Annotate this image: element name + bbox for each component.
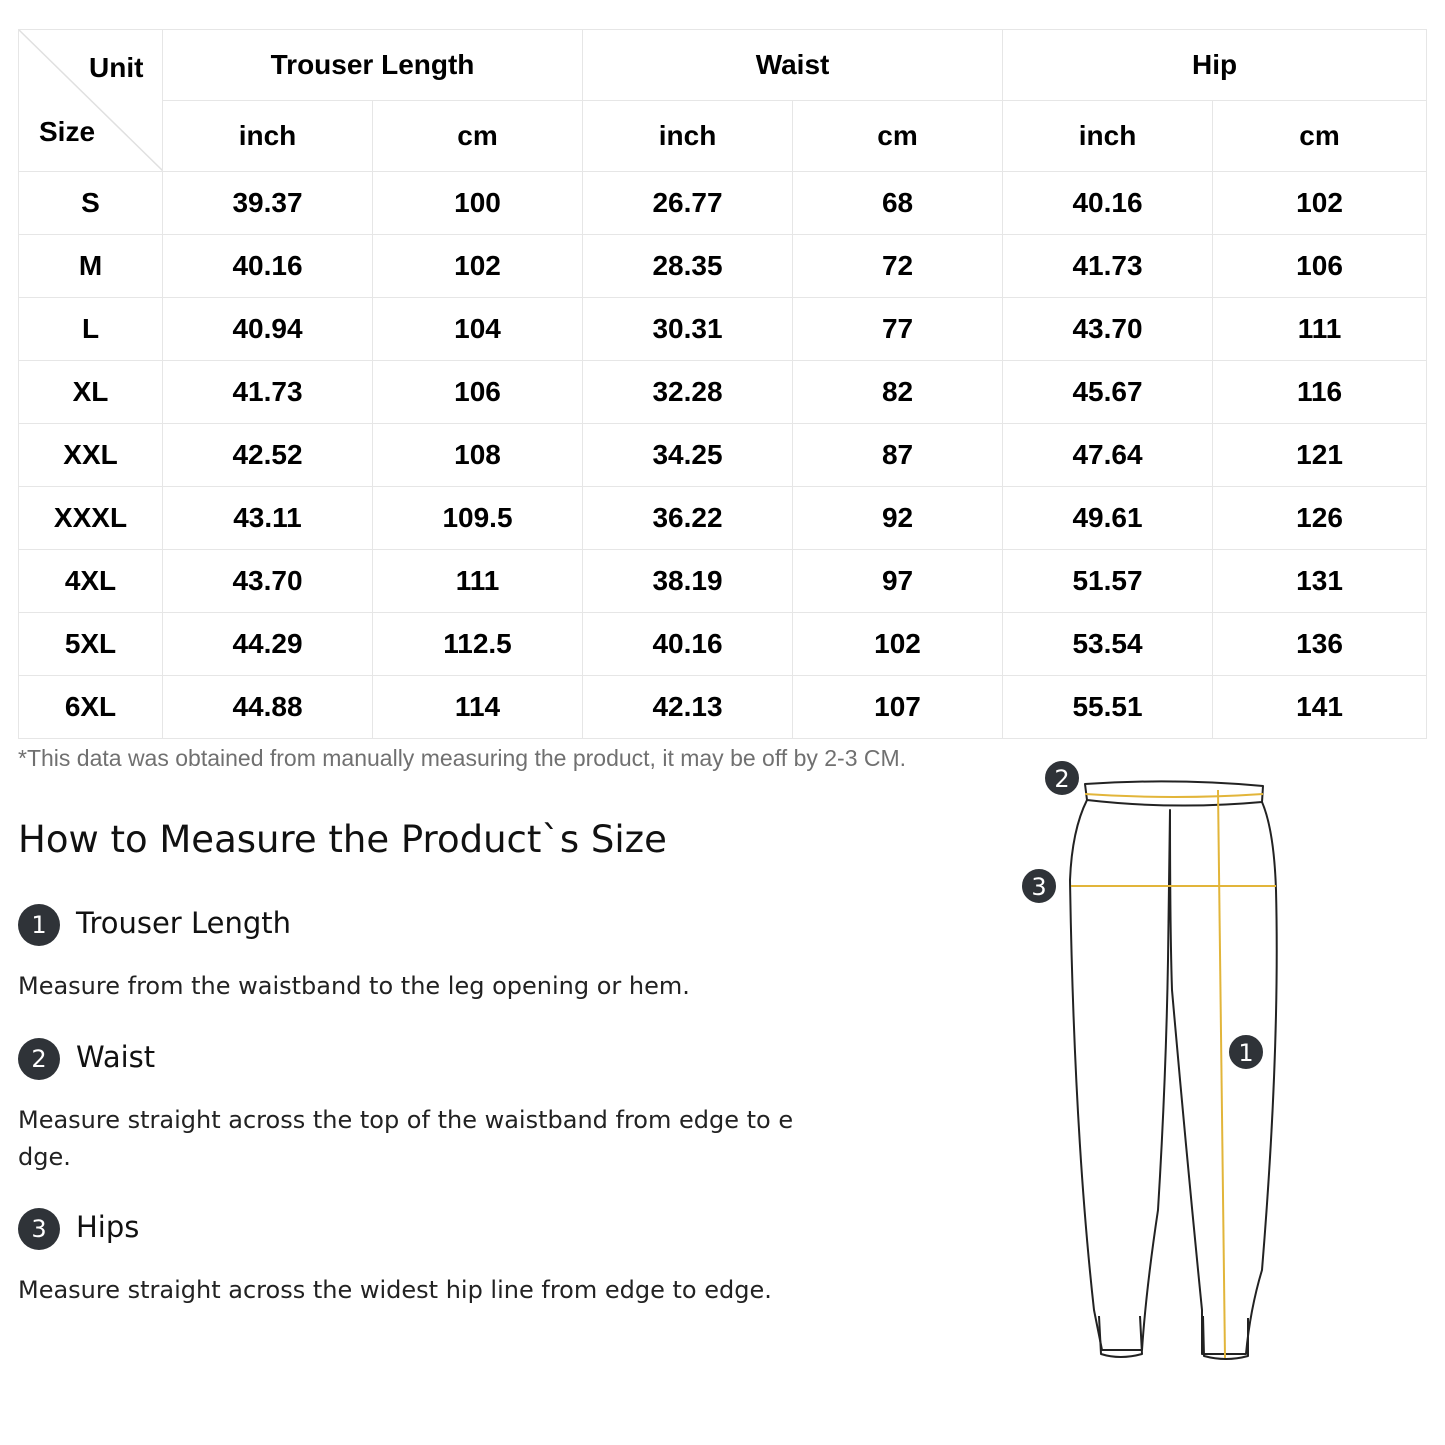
table-row — [19, 676, 1427, 739]
size-chart-table — [18, 29, 1427, 739]
value-cell: 41.73 — [163, 361, 373, 424]
value-cell: 40.94 — [163, 298, 373, 361]
svg-text:2: 2 — [1054, 765, 1070, 793]
table-body — [19, 172, 1427, 739]
value-cell: 42.13 — [583, 676, 793, 739]
value-cell: 136 — [1213, 613, 1427, 676]
value-cell: 40.16 — [1003, 172, 1213, 235]
step-number-badge: 2 — [18, 1038, 60, 1080]
step-description: Measure straight across the top of the waistband from edge to edge. — [18, 1106, 794, 1171]
value-cell: 43.70 — [163, 550, 373, 613]
value-cell: 51.57 — [1003, 550, 1213, 613]
step-description: Measure straight across the widest hip line from edge to edge. — [18, 1276, 772, 1304]
value-cell: 131 — [1213, 550, 1427, 613]
marker-length — [1228, 1034, 1264, 1070]
size-cell: 6XL — [19, 676, 163, 739]
corner-cell — [19, 30, 163, 172]
value-cell: 111 — [373, 550, 583, 613]
unit-header: cm — [1213, 101, 1427, 172]
value-cell: 34.25 — [583, 424, 793, 487]
value-cell: 87 — [793, 424, 1003, 487]
trousers-outline-icon — [1010, 750, 1300, 1370]
value-cell: 107 — [793, 676, 1003, 739]
corner-unit-label: Unit — [89, 52, 144, 83]
value-cell: 108 — [373, 424, 583, 487]
value-cell: 126 — [1213, 487, 1427, 550]
step-number-badge: 3 — [18, 1208, 60, 1250]
value-cell: 43.70 — [1003, 298, 1213, 361]
group-header-hip: Hip — [1003, 30, 1427, 101]
value-cell: 104 — [373, 298, 583, 361]
value-cell: 111 — [1213, 298, 1427, 361]
value-cell: 40.16 — [163, 235, 373, 298]
value-cell: 114 — [373, 676, 583, 739]
value-cell: 42.52 — [163, 424, 373, 487]
size-cell: XL — [19, 361, 163, 424]
value-cell: 102 — [1213, 172, 1427, 235]
step-title: Waist — [76, 1040, 156, 1074]
size-cell: 5XL — [19, 613, 163, 676]
value-cell: 55.51 — [1003, 676, 1213, 739]
value-cell: 26.77 — [583, 172, 793, 235]
size-cell: M — [19, 235, 163, 298]
table-row — [19, 235, 1427, 298]
table-row — [19, 424, 1427, 487]
unit-header: inch — [583, 101, 793, 172]
size-cell: 4XL — [19, 550, 163, 613]
unit-header: inch — [163, 101, 373, 172]
corner-size-label: Size — [39, 116, 96, 147]
value-cell: 97 — [793, 550, 1003, 613]
value-cell: 77 — [793, 298, 1003, 361]
value-cell: 32.28 — [583, 361, 793, 424]
value-cell: 116 — [1213, 361, 1427, 424]
value-cell: 102 — [793, 613, 1003, 676]
guide-title: How to Measure the Product`s Size — [18, 818, 667, 861]
value-cell: 45.67 — [1003, 361, 1213, 424]
trouser-outline — [1070, 800, 1277, 1354]
value-cell: 92 — [793, 487, 1003, 550]
step-title: Trouser Length — [76, 906, 291, 940]
table-row — [19, 613, 1427, 676]
waist-measure-line — [1085, 794, 1263, 797]
value-cell: 43.11 — [163, 487, 373, 550]
value-cell: 40.16 — [583, 613, 793, 676]
step-number-badge: 1 — [18, 904, 60, 946]
step-description: Measure from the waistband to the leg opening or hem. — [18, 972, 690, 1000]
table-row — [19, 172, 1427, 235]
header-row-groups — [19, 30, 1427, 101]
unit-header: inch — [1003, 101, 1213, 172]
value-cell: 109.5 — [373, 487, 583, 550]
group-header-trouser-length: Trouser Length — [163, 30, 583, 101]
unit-header: cm — [373, 101, 583, 172]
value-cell: 41.73 — [1003, 235, 1213, 298]
value-cell: 53.54 — [1003, 613, 1213, 676]
value-cell: 28.35 — [583, 235, 793, 298]
group-header-waist: Waist — [583, 30, 1003, 101]
table-row — [19, 550, 1427, 613]
value-cell: 47.64 — [1003, 424, 1213, 487]
value-cell: 121 — [1213, 424, 1427, 487]
measurement-note: *This data was obtained from manually measuring the product, it may be off by 2-3 CM. — [18, 745, 907, 771]
value-cell: 44.88 — [163, 676, 373, 739]
value-cell: 112.5 — [373, 613, 583, 676]
value-cell: 82 — [793, 361, 1003, 424]
value-cell: 100 — [373, 172, 583, 235]
value-cell: 38.19 — [583, 550, 793, 613]
marker-hips — [1021, 868, 1057, 904]
size-cell: XXL — [19, 424, 163, 487]
value-cell: 106 — [373, 361, 583, 424]
value-cell: 30.31 — [583, 298, 793, 361]
svg-text:1: 1 — [1238, 1039, 1254, 1067]
header-row-units — [19, 101, 1427, 172]
value-cell: 39.37 — [163, 172, 373, 235]
value-cell: 102 — [373, 235, 583, 298]
length-measure-line — [1218, 790, 1225, 1358]
value-cell: 49.61 — [1003, 487, 1213, 550]
size-cell: L — [19, 298, 163, 361]
step-title: Hips — [76, 1210, 140, 1244]
svg-text:3: 3 — [1031, 873, 1047, 901]
value-cell: 44.29 — [163, 613, 373, 676]
value-cell: 68 — [793, 172, 1003, 235]
size-cell: XXXL — [19, 487, 163, 550]
marker-waist — [1044, 760, 1080, 796]
value-cell: 141 — [1213, 676, 1427, 739]
table-row — [19, 361, 1427, 424]
table-row — [19, 487, 1427, 550]
value-cell: 36.22 — [583, 487, 793, 550]
unit-header: cm — [793, 101, 1003, 172]
waistband-outline — [1085, 781, 1263, 805]
size-cell: S — [19, 172, 163, 235]
value-cell: 106 — [1213, 235, 1427, 298]
value-cell: 72 — [793, 235, 1003, 298]
table-row — [19, 298, 1427, 361]
